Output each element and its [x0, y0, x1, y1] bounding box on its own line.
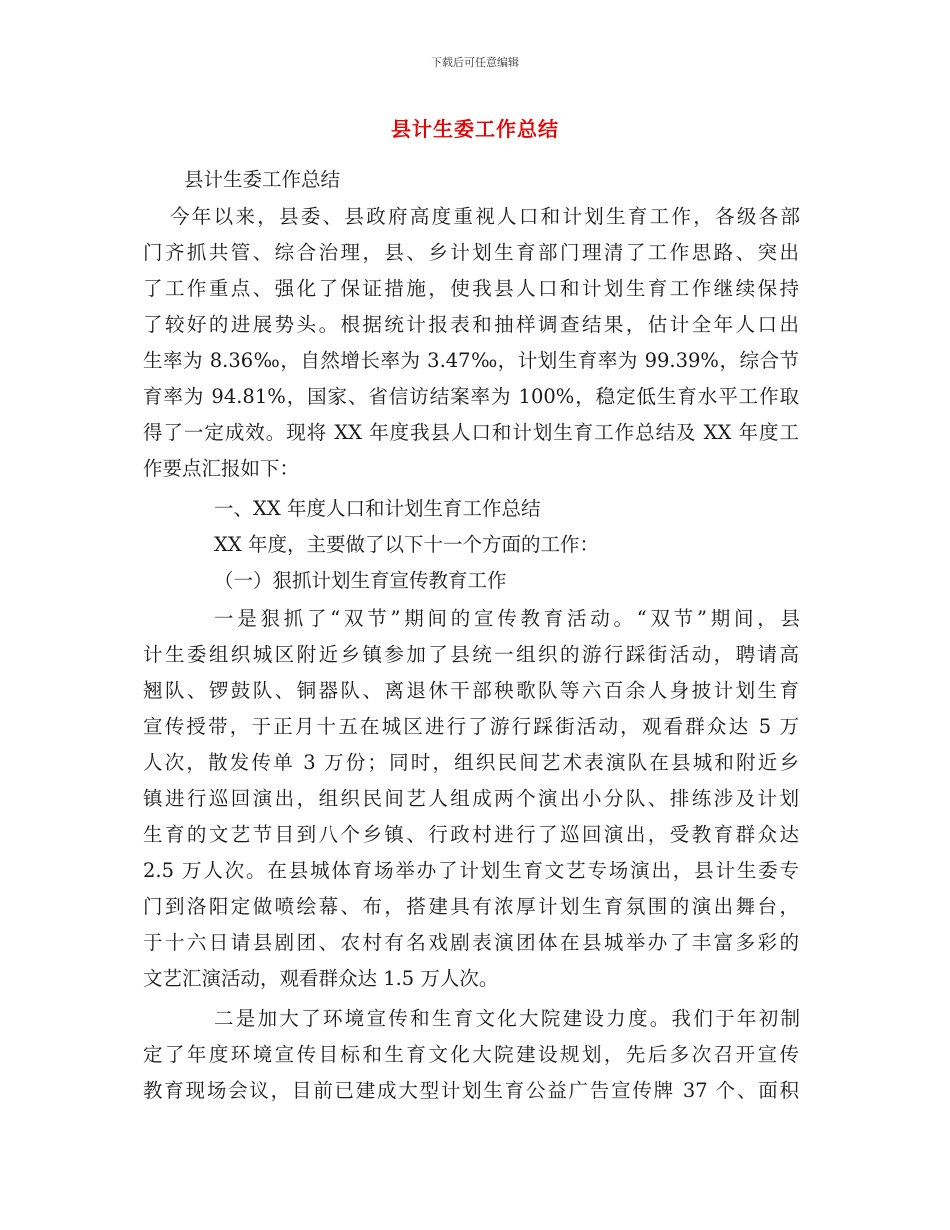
- paragraph-line: 二是加大了环境宣传和生育文化大院建设力度。我们于年初制: [214, 1007, 800, 1030]
- header-note: 下载后可任意编辑: [431, 56, 519, 69]
- paragraph-line: 作要点汇报如下：: [143, 457, 300, 480]
- paragraph-line: 门齐抓共管、综合治理，县、乡计划生育部门理清了工作思路、突出: [143, 241, 799, 264]
- paragraph-line: 2.5 万人次。在县城体育场举办了计划生育文艺专场演出，县计生委专: [143, 859, 799, 882]
- paragraph-line: 了较好的进展势头。根据统计报表和抽样调查结果，估计全年人口出: [143, 313, 799, 336]
- document-title: 县计生委工作总结: [391, 117, 559, 141]
- paragraph-line: 门到洛阳定做喷绘幕、布，搭建具有浓厚计划生育氛围的演出舞台，: [143, 895, 799, 918]
- paragraph-line: 一是狠抓了“双节”期间的宣传教育活动。“双节”期间，县: [214, 607, 800, 630]
- paragraph-line: 人次，散发传单 3 万份；同时，组织民间艺术表演队在县城和附近乡: [143, 751, 799, 774]
- subtitle-line: 县计生委工作总结: [184, 168, 341, 191]
- paragraph-line: 镇进行巡回演出，组织民间艺人组成两个演出小分队、排练涉及计划: [143, 787, 799, 810]
- paragraph-line: 宣传授带，于正月十五在城区进行了游行踩街活动，观看群众达 5 万: [143, 715, 799, 738]
- paragraph-line: 于十六日请县剧团、农村有名戏剧表演团体在县城举办了丰富多彩的: [143, 931, 799, 954]
- paragraph-line: 文艺汇演活动，观看群众达 1.5 万人次。: [143, 967, 499, 990]
- paragraph-line: 育率为 94.81%，国家、省信访结案率为 100%，稳定低生育水平工作取: [143, 385, 799, 408]
- paragraph-line: 今年以来，县委、县政府高度重视人口和计划生育工作，各级各部: [170, 205, 800, 228]
- paragraph-line: 定了年度环境宣传目标和生育文化大院建设规划，先后多次召开宣传: [143, 1043, 799, 1066]
- paragraph-line: 计生委组织城区附近乡镇参加了县统一组织的游行踩街活动，聘请高: [143, 643, 799, 666]
- paragraph-line: 翘队、锣鼓队、铜器队、离退休干部秧歌队等六百余人身披计划生育: [143, 679, 799, 702]
- paragraph-line: 了工作重点、强化了保证措施，使我县人口和计划生育工作继续保持: [143, 277, 799, 300]
- paragraph-line: 教育现场会议，目前已建成大型计划生育公益广告宣传牌 37 个、面积: [143, 1079, 799, 1102]
- paragraph-line: 得了一定成效。现将 XX 年度我县人口和计划生育工作总结及 XX 年度工: [143, 421, 799, 444]
- section-heading: 一、XX 年度人口和计划生育工作总结: [214, 497, 541, 520]
- subsection-heading: （一）狠抓计划生育宣传教育工作: [214, 569, 507, 592]
- paragraph-line: 生育的文艺节目到八个乡镇、行政村进行了巡回演出，受教育群众达: [143, 823, 799, 846]
- paragraph-line: XX 年度，主要做了以下十一个方面的工作：: [214, 533, 599, 556]
- paragraph-line: 生率为 8.36‰，自然增长率为 3.47‰，计划生育率为 99.39%，综合节: [143, 349, 799, 372]
